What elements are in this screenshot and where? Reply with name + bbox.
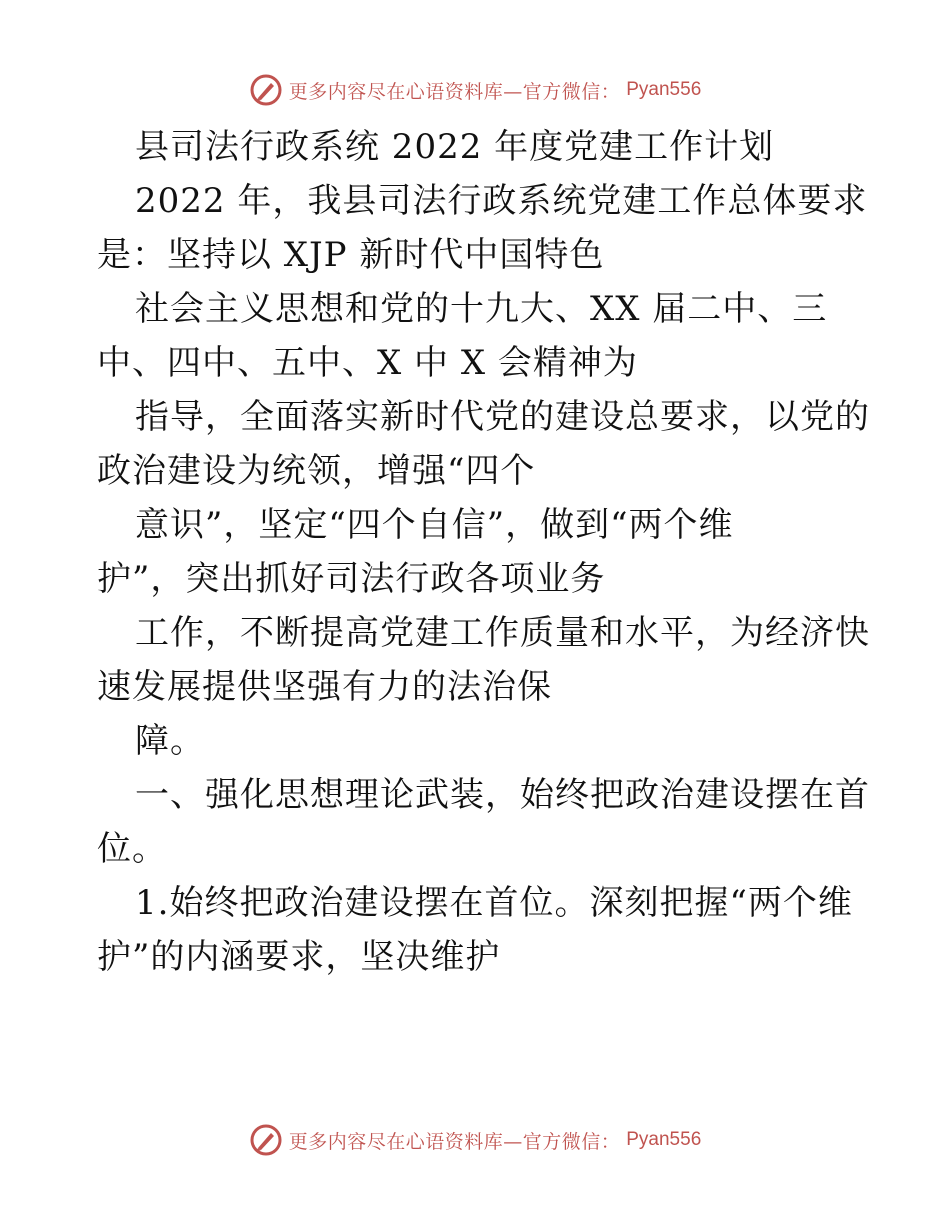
- header-banner-text: 更多内容尽在心语资料库—官方微信：: [288, 80, 621, 103]
- text-line: 政治建设为统领，增强“四个: [97, 451, 536, 491]
- text-line: 意识”，坚定“四个自信”，做到“两个维: [135, 505, 734, 545]
- header-banner: [0, 70, 950, 110]
- document-body: [97, 120, 870, 984]
- section-heading-continued: 位。: [97, 829, 167, 869]
- footer-banner-text: 更多内容尽在心语资料库—官方微信：: [288, 1130, 621, 1153]
- header-banner-id: Pyan556: [626, 79, 702, 100]
- text-line: 护”的内涵要求，坚决维护: [97, 937, 501, 977]
- text-line: 障。: [135, 721, 205, 761]
- text-line: 2022 年，我县司法行政系统党建工作总体要求: [135, 181, 868, 221]
- footer-banner-id: Pyan556: [626, 1129, 702, 1150]
- document-title: 县司法行政系统 2022 年度党建工作计划: [135, 127, 775, 167]
- text-line: 中、四中、五中、X 中 X 会精神为: [97, 343, 638, 383]
- pen-logo-icon: [249, 73, 283, 107]
- pen-logo-icon: [249, 1123, 283, 1157]
- text-line: 1.始终把政治建设摆在首位。深刻把握“两个维: [135, 883, 853, 923]
- text-line: 工作，不断提高党建工作质量和水平，为经济快: [135, 613, 870, 653]
- text-line: 社会主义思想和党的十九大、XX 届二中、三: [135, 289, 828, 329]
- footer-banner: [0, 1120, 950, 1160]
- text-line: 是：坚持以 XJP 新时代中国特色: [97, 235, 605, 275]
- section-heading: 一、强化思想理论武装，始终把政治建设摆在首: [135, 775, 870, 815]
- text-line: 指导，全面落实新时代党的建设总要求，以党的: [135, 397, 870, 437]
- text-line: 速发展提供坚强有力的法治保: [97, 667, 552, 707]
- text-line: 护”，突出抓好司法行政各项业务: [97, 559, 606, 599]
